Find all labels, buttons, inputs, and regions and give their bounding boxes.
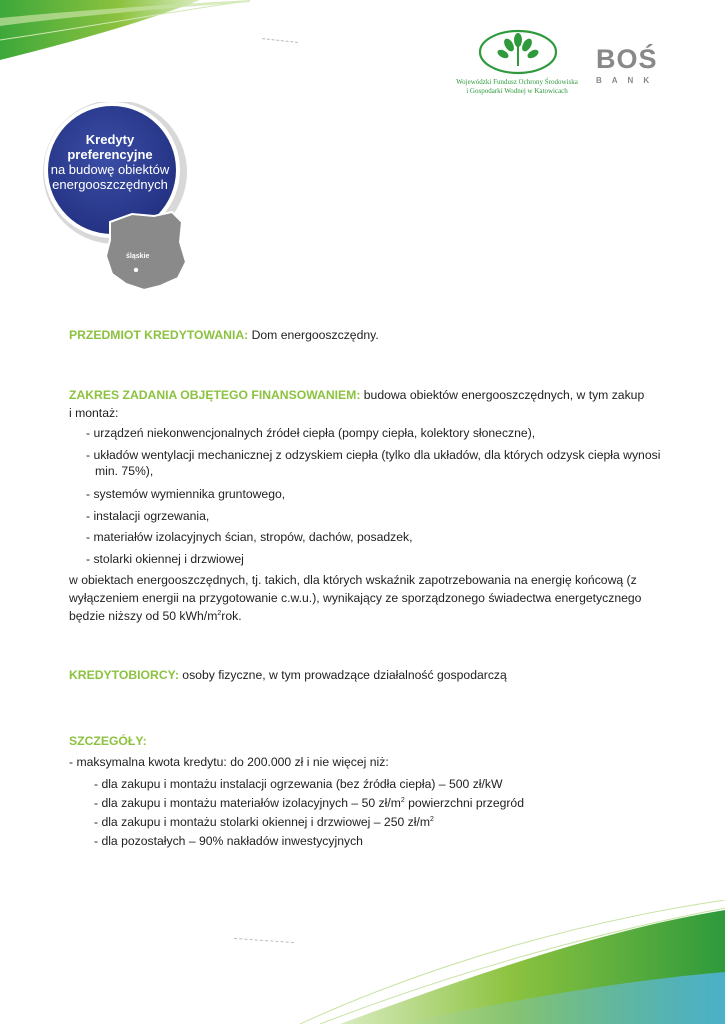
fund-name (446, 78, 588, 96)
zakres-closing-line1: w obiektach energooszczędnych, tj. takich, dla których wskaźnik zapotrzebowania na energię końcową (z (69, 573, 637, 587)
bottom-swoosh-decoration (300, 900, 725, 1024)
zakres-text-line2: i montaż: (69, 406, 119, 420)
zakres-text-line1: budowa obiektów energooszczędnych, w tym zakup (360, 388, 645, 402)
bank-sub: BANK (596, 76, 660, 85)
badge-line2: preferencyjne (67, 147, 153, 162)
bank-logo (596, 44, 666, 85)
fund-name-line2: i Gospodarki Wodnej w Katowicach (466, 87, 568, 95)
zakres-item: - systemów wymiennika gruntowego, (86, 487, 286, 501)
szczegoly-item3-sup: 2 (430, 815, 434, 823)
szczegoly-item2a: - dla zakupu i montażu materiałów izolacyjnych – 50 zł/m (94, 796, 401, 810)
zakres-closing-sup: 2 (217, 609, 222, 617)
zakres-closing-line3a: będzie niższy od 50 kWh/m (69, 609, 218, 623)
szczegoly-item (94, 794, 524, 812)
zakres-closing-line3b: rok. (221, 609, 242, 623)
zakres-item: - instalacji ogrzewania, (86, 509, 210, 523)
szczegoly-item2-sup: 2 (400, 796, 405, 804)
zakres-closing (69, 571, 689, 625)
badge-title (46, 132, 174, 192)
zakres-closing-line2: wyłączeniem energii na przygotowanie c.w.u.), wynikający ze sporządzonego świadectwa energetycznego (69, 591, 642, 605)
przedmiot-label: PRZEDMIOT KREDYTOWANIA: (69, 328, 249, 342)
badge-line3: na budowę obiektów (50, 162, 170, 177)
section-kredytobiorcy (69, 666, 669, 684)
bank-name: BOŚ (596, 44, 658, 74)
szczegoly-intro: - maksymalna kwota kredytu: do 200.000 zł i nie więcej niż: (69, 755, 389, 769)
kredytobiorcy-label: KREDYTOBIORCY: (69, 668, 179, 682)
zakres-label: ZAKRES ZADANIA OBJĘTEGO FINANSOWANIEM: (69, 388, 361, 402)
dash-decoration-bottom (234, 938, 294, 943)
przedmiot-text: Dom energooszczędny. (248, 328, 379, 342)
szczegoly-item2b: powierzchni przegród (404, 796, 524, 810)
szczegoly-item (94, 813, 434, 831)
badge-region: śląskie (126, 253, 150, 260)
kredytobiorcy-text: osoby fizyczne, w tym prowadzące działalność gospodarczą (178, 668, 507, 682)
szczegoly-item: - dla pozostałych – 90% nakładów inwestycyjnych (94, 834, 363, 848)
zakres-item: - stolarki okiennej i drzwiowej (86, 552, 244, 566)
fund-leaf-logo (478, 28, 558, 76)
szczegoly-label: SZCZEGÓŁY: (69, 734, 147, 748)
zakres-item: min. 75%), (95, 464, 154, 478)
section-zakres (69, 386, 669, 422)
szczegoly-item: - dla zakupu i montażu instalacji ogrzewania (bez źródła ciepła) – 500 zł/kW (94, 777, 503, 791)
zakres-item: - urządzeń niekonwencjonalnych źródeł ciepła (pompy ciepła, kolektory słoneczne), (86, 426, 536, 440)
fund-name-line1: Wojewódzki Fundusz Ochrony Środowiska (456, 78, 578, 86)
poland-map-icon (106, 212, 186, 290)
top-swoosh-decoration (0, 0, 260, 70)
badge-line1: Kredyty (85, 132, 135, 147)
zakres-item: - materiałów izolacyjnych ścian, stropów, dachów, posadzek, (86, 530, 413, 544)
szczegoly-item3a: - dla zakupu i montażu stolarki okiennej i drzwiowej – 250 zł/m (94, 815, 430, 829)
dash-decoration-top (262, 38, 298, 43)
section-przedmiot (69, 326, 669, 344)
zakres-item: - układów wentylacji mechanicznej z odzyskiem ciepła (tylko dla układów, dla których odzysk ciepła wynosi (86, 448, 661, 462)
badge-line4: energooszczędnych (52, 177, 168, 192)
